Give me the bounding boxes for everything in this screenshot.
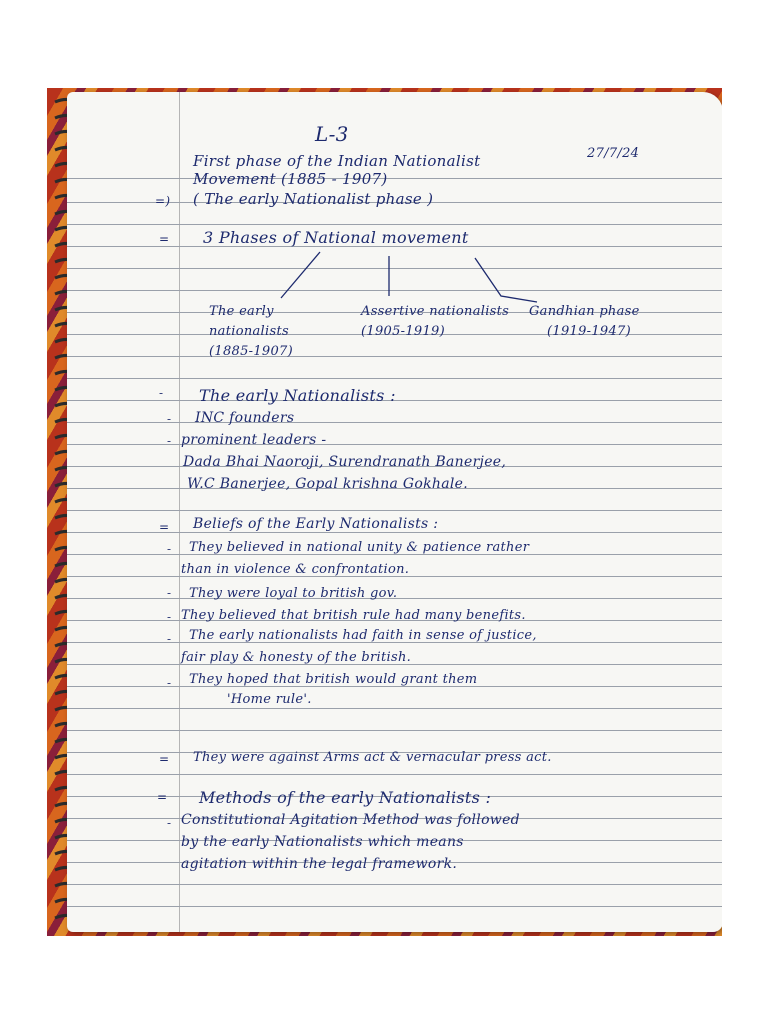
margin-mark: = <box>159 752 170 766</box>
margin-mark: - <box>167 412 172 426</box>
methods-heading: Methods of the early Nationalists : <box>199 788 492 807</box>
early-point-2: prominent leaders - <box>181 432 327 448</box>
ruled-line <box>67 730 722 731</box>
margin-mark: = <box>159 520 170 534</box>
beliefs-heading: Beliefs of the Early Nationalists : <box>193 516 439 532</box>
method-line-1: Constitutional Agitation Method was followed <box>181 812 520 828</box>
belief-line-6: fair play & honesty of the british. <box>181 650 412 665</box>
ruled-line <box>67 774 722 775</box>
ruled-line <box>67 268 722 269</box>
belief-line-1: They believed in national unity & patience rather <box>189 540 530 555</box>
subtitle: ( The early Nationalist phase ) <box>193 190 434 208</box>
against-acts: They were against Arms act & vernacular press act. <box>193 750 552 765</box>
phase-2-line-2: (1905-1919) <box>361 324 446 339</box>
margin-mark: =) <box>155 194 171 208</box>
belief-line-5: The early nationalists had faith in sense of justice, <box>189 628 537 643</box>
early-point-4: W.C Banerjee, Gopal krishna Gokhale. <box>187 476 468 492</box>
margin-mark: - <box>167 632 172 646</box>
belief-line-8: 'Home rule'. <box>227 692 312 707</box>
title-line-2: Movement (1885 - 1907) <box>193 170 388 188</box>
margin-mark: - <box>167 676 172 690</box>
belief-line-2: than in violence & confrontation. <box>181 562 410 577</box>
early-nationalists-heading: The early Nationalists : <box>199 386 396 405</box>
method-line-2: by the early Nationalists which means <box>181 834 464 850</box>
margin-mark: = <box>159 232 170 246</box>
phase-1-line-1: The early <box>209 304 274 319</box>
ruled-line <box>67 884 722 885</box>
belief-line-3: They were loyal to british gov. <box>189 586 398 601</box>
page-heading: L-3 <box>315 122 349 146</box>
ruled-line <box>67 510 722 511</box>
margin-line <box>179 92 180 932</box>
title-line-1: First phase of the Indian Nationalist <box>193 152 481 170</box>
ruled-line <box>67 444 722 445</box>
belief-line-7: They hoped that british would grant them <box>189 672 478 687</box>
phase-1-line-2: nationalists <box>209 324 289 339</box>
ruled-line <box>67 422 722 423</box>
page-date: 27/7/24 <box>587 146 640 161</box>
ruled-line <box>67 224 722 225</box>
method-line-3: agitation within the legal framework. <box>181 856 458 872</box>
belief-line-4: They believed that british rule had many benefits. <box>181 608 526 623</box>
ruled-line <box>67 906 722 907</box>
notebook-page <box>67 92 722 932</box>
ruled-line <box>67 178 722 179</box>
margin-mark: = <box>157 790 168 804</box>
margin-mark: - <box>167 816 172 830</box>
early-point-1: INC founders <box>195 410 295 426</box>
margin-mark: - <box>167 610 172 624</box>
ruled-line <box>67 356 722 357</box>
phases-heading: 3 Phases of National movement <box>203 228 469 247</box>
phase-2-line-1: Assertive nationalists <box>361 304 510 319</box>
margin-mark: - <box>167 586 172 600</box>
ruled-line <box>67 708 722 709</box>
phase-3-line-1: Gandhian phase <box>529 304 640 319</box>
margin-mark: - <box>159 386 164 400</box>
ruled-line <box>67 290 722 291</box>
margin-mark: - <box>167 542 172 556</box>
ruled-line <box>67 378 722 379</box>
phase-3-line-2: (1919-1947) <box>547 324 632 339</box>
early-point-3: Dada Bhai Naoroji, Surendranath Banerjee, <box>183 454 507 470</box>
phase-1-line-3: (1885-1907) <box>209 344 294 359</box>
photo-background <box>47 88 722 936</box>
margin-mark: - <box>167 434 172 448</box>
